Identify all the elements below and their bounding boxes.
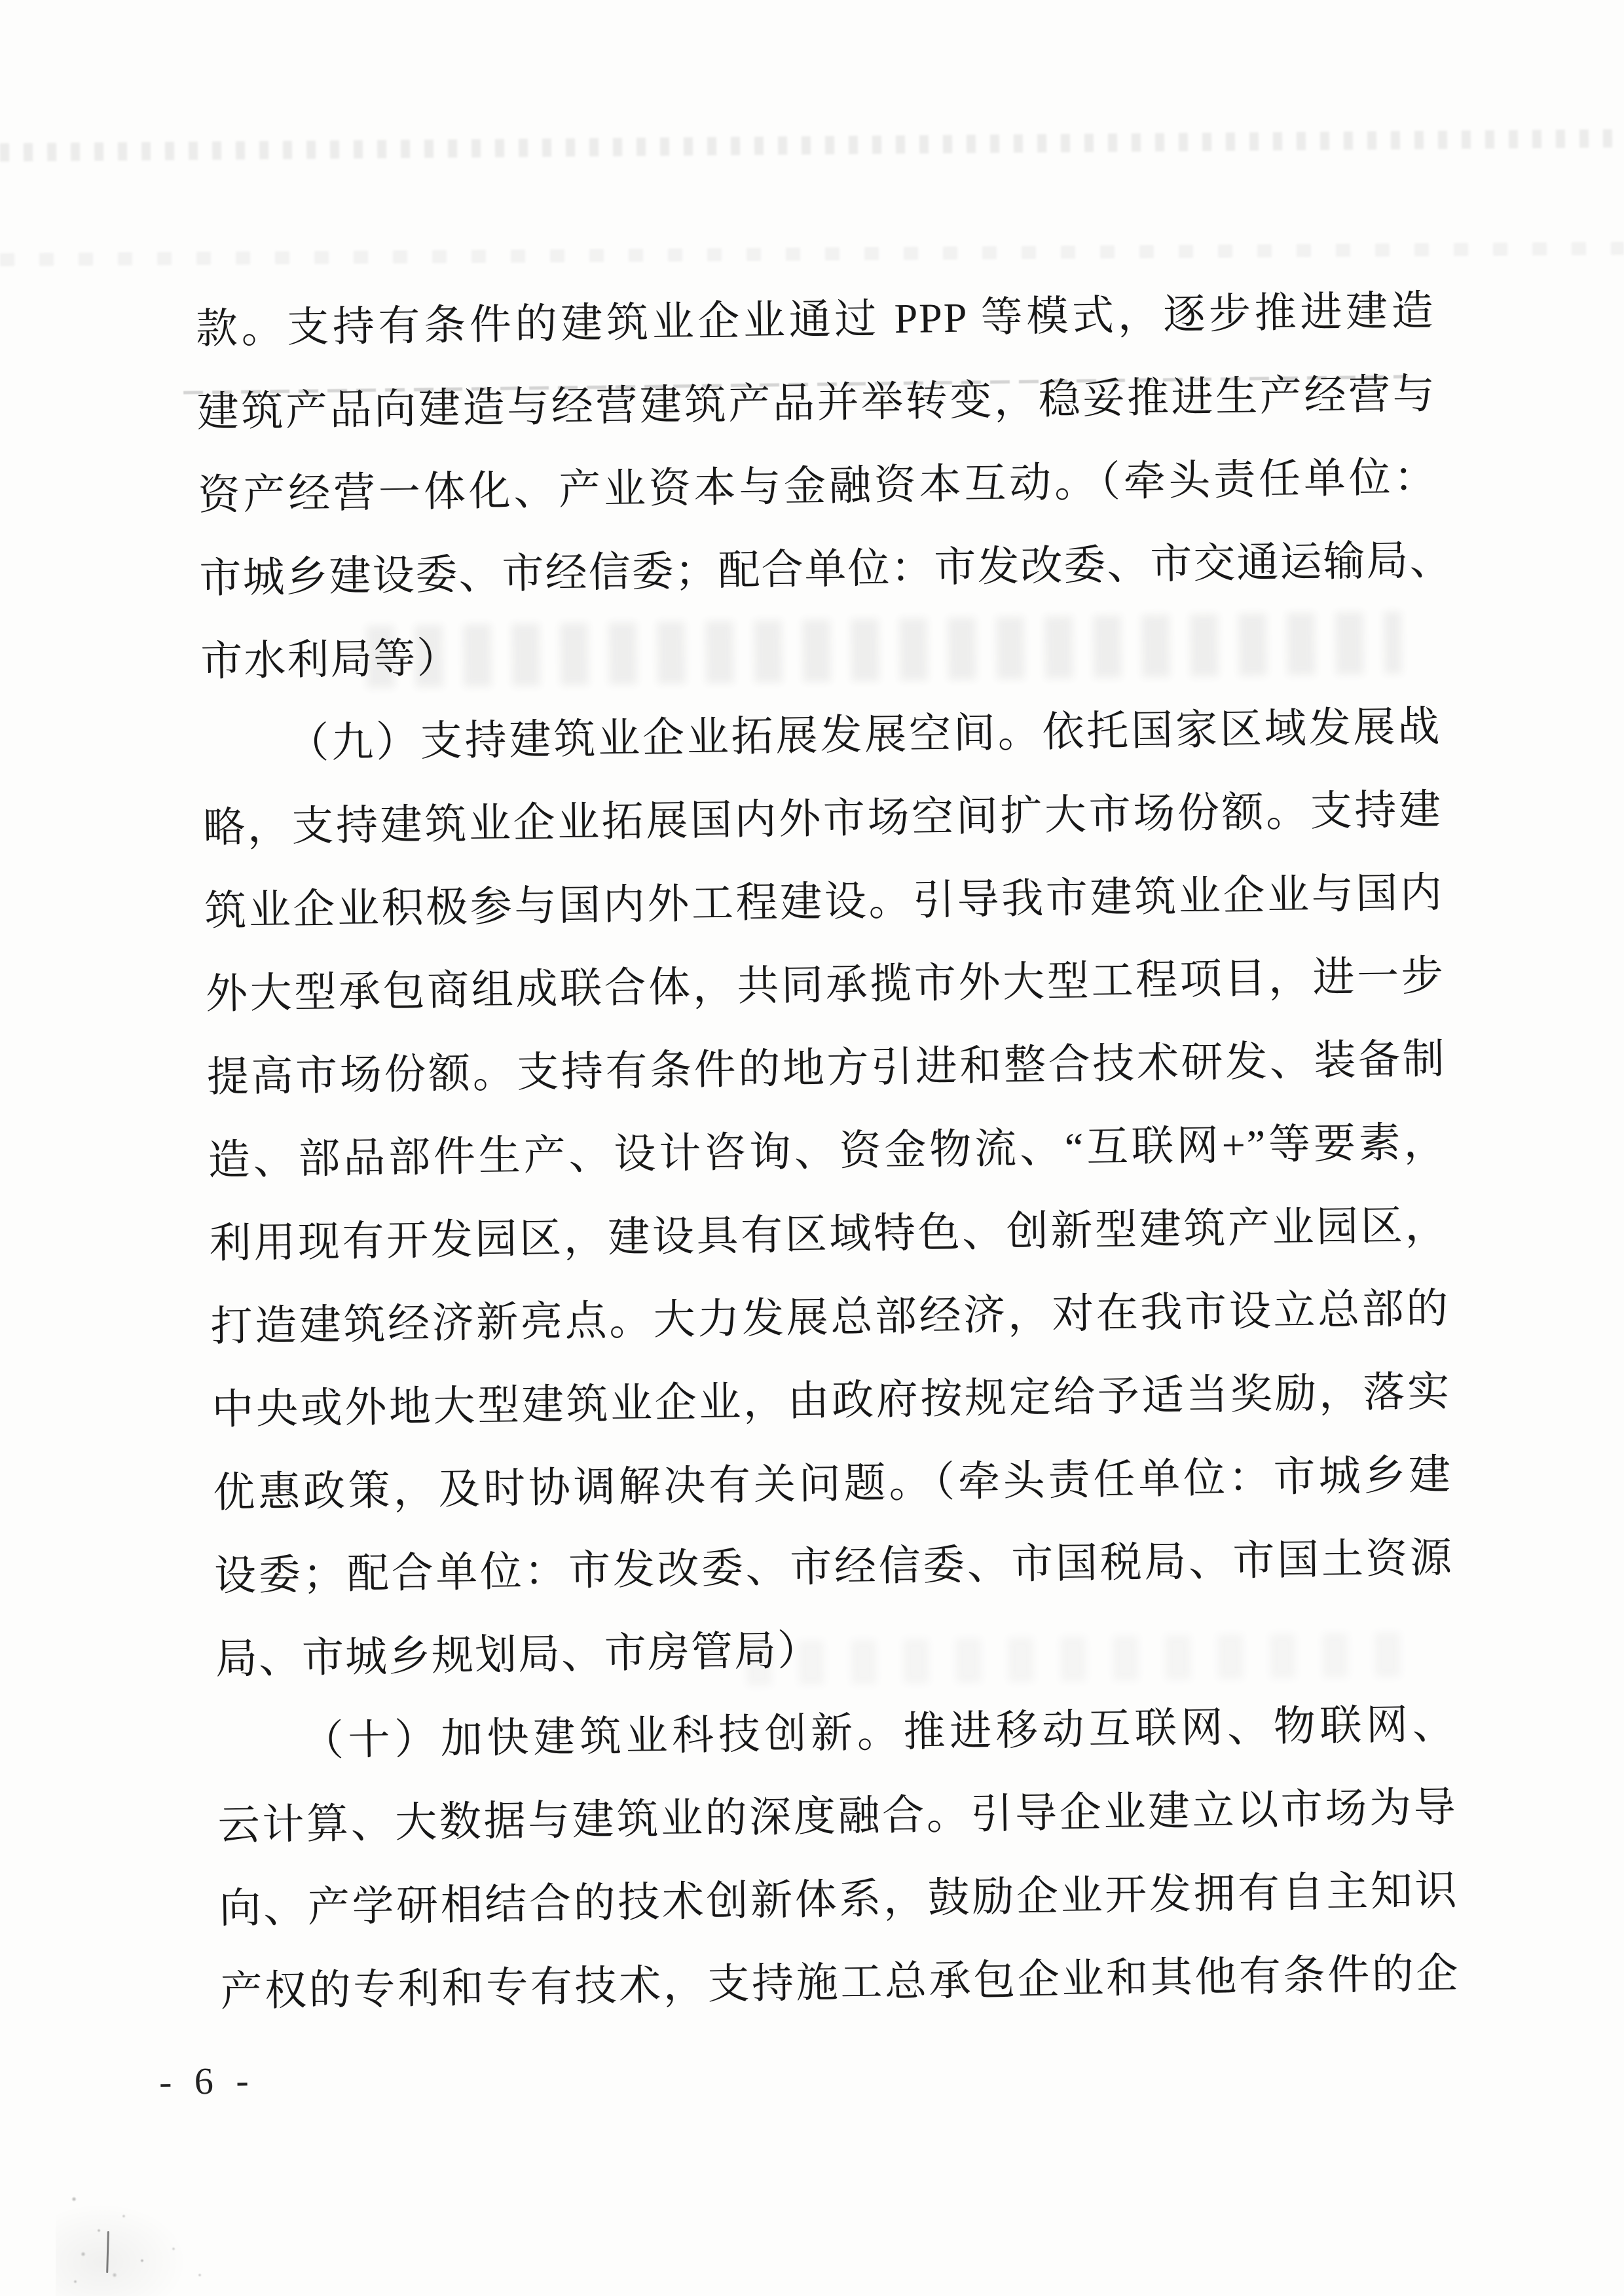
text-line: 款。支持有条件的建筑业企业通过 PPP 等模式，逐步推进建造 bbox=[195, 287, 1435, 352]
text-line paragraph-start: （十）加快建筑业科技创新。推进移动互联网、物联网、 bbox=[301, 1700, 1456, 1764]
document-text-block bbox=[195, 269, 1460, 2033]
text-line: 优惠政策，及时协调解决有关问题。（牵头责任单位：市城乡建 bbox=[212, 1451, 1452, 1516]
text-line paragraph-start: （九）支持建筑业企业拓展发展空间。依托国家区域发展战 bbox=[286, 702, 1441, 767]
text-line: 造、部品部件生产、设计咨询、资金物流、“互联网+”等要素， bbox=[208, 1118, 1448, 1184]
text-line: 市水利局等） bbox=[200, 634, 460, 685]
scan-noise-band bbox=[0, 129, 1624, 162]
text-line: 筑业企业积极参与国内外工程建设。引导我市建筑业企业与国内 bbox=[204, 869, 1444, 934]
text-line: 局、市城乡规划局、市房管局） bbox=[215, 1627, 821, 1683]
text-line: 打造建筑经济新亮点。大力发展总部经济，对在我市设立总部的 bbox=[210, 1285, 1450, 1350]
text-line: 云计算、大数据与建筑业的深度融合。引导企业建立以市场为导 bbox=[217, 1783, 1458, 1849]
text-line: 向、产学研相结合的技术创新体系，鼓励企业开发拥有自主知识 bbox=[219, 1867, 1459, 1932]
text-line: 建筑产品向建造与经营建筑产品并举转变，稳妥推进生产经营与 bbox=[196, 370, 1437, 435]
text-line: 略，支持建筑业企业拓展国内外市场空间扩大市场份额。支持建 bbox=[202, 786, 1443, 851]
text-line: 利用现有开发园区，建设具有区域特色、创新型建筑产业园区， bbox=[209, 1201, 1449, 1267]
page-number: - 6 - bbox=[158, 2058, 256, 2104]
text-line: 中央或外地大型建筑业企业，由政府按规定给予适当奖励，落实 bbox=[211, 1368, 1451, 1433]
scan-noise-band bbox=[0, 242, 1624, 266]
text-line: 产权的专利和专有技术，支持施工总承包企业和其他有条件的企 bbox=[220, 1950, 1460, 2015]
text-line: 外大型承包商组成联合体，共同承揽市外大型工程项目，进一步 bbox=[205, 952, 1445, 1017]
speckle-noise bbox=[56, 2170, 265, 2296]
text-line: 提高市场份额。支持有条件的地方引进和整合技术研发、装备制 bbox=[206, 1035, 1447, 1101]
scratch-mark bbox=[106, 2231, 109, 2273]
text-line: 资产经营一体化、产业资本与金融资本互动。（牵头责任单位： bbox=[198, 453, 1438, 519]
text-line: 设委；配合单位：市发改委、市经信委、市国税局、市国土资源 bbox=[213, 1534, 1454, 1599]
text-line: 市城乡建设委、市经信委；配合单位：市发改委、市交通运输局、 bbox=[199, 536, 1453, 602]
